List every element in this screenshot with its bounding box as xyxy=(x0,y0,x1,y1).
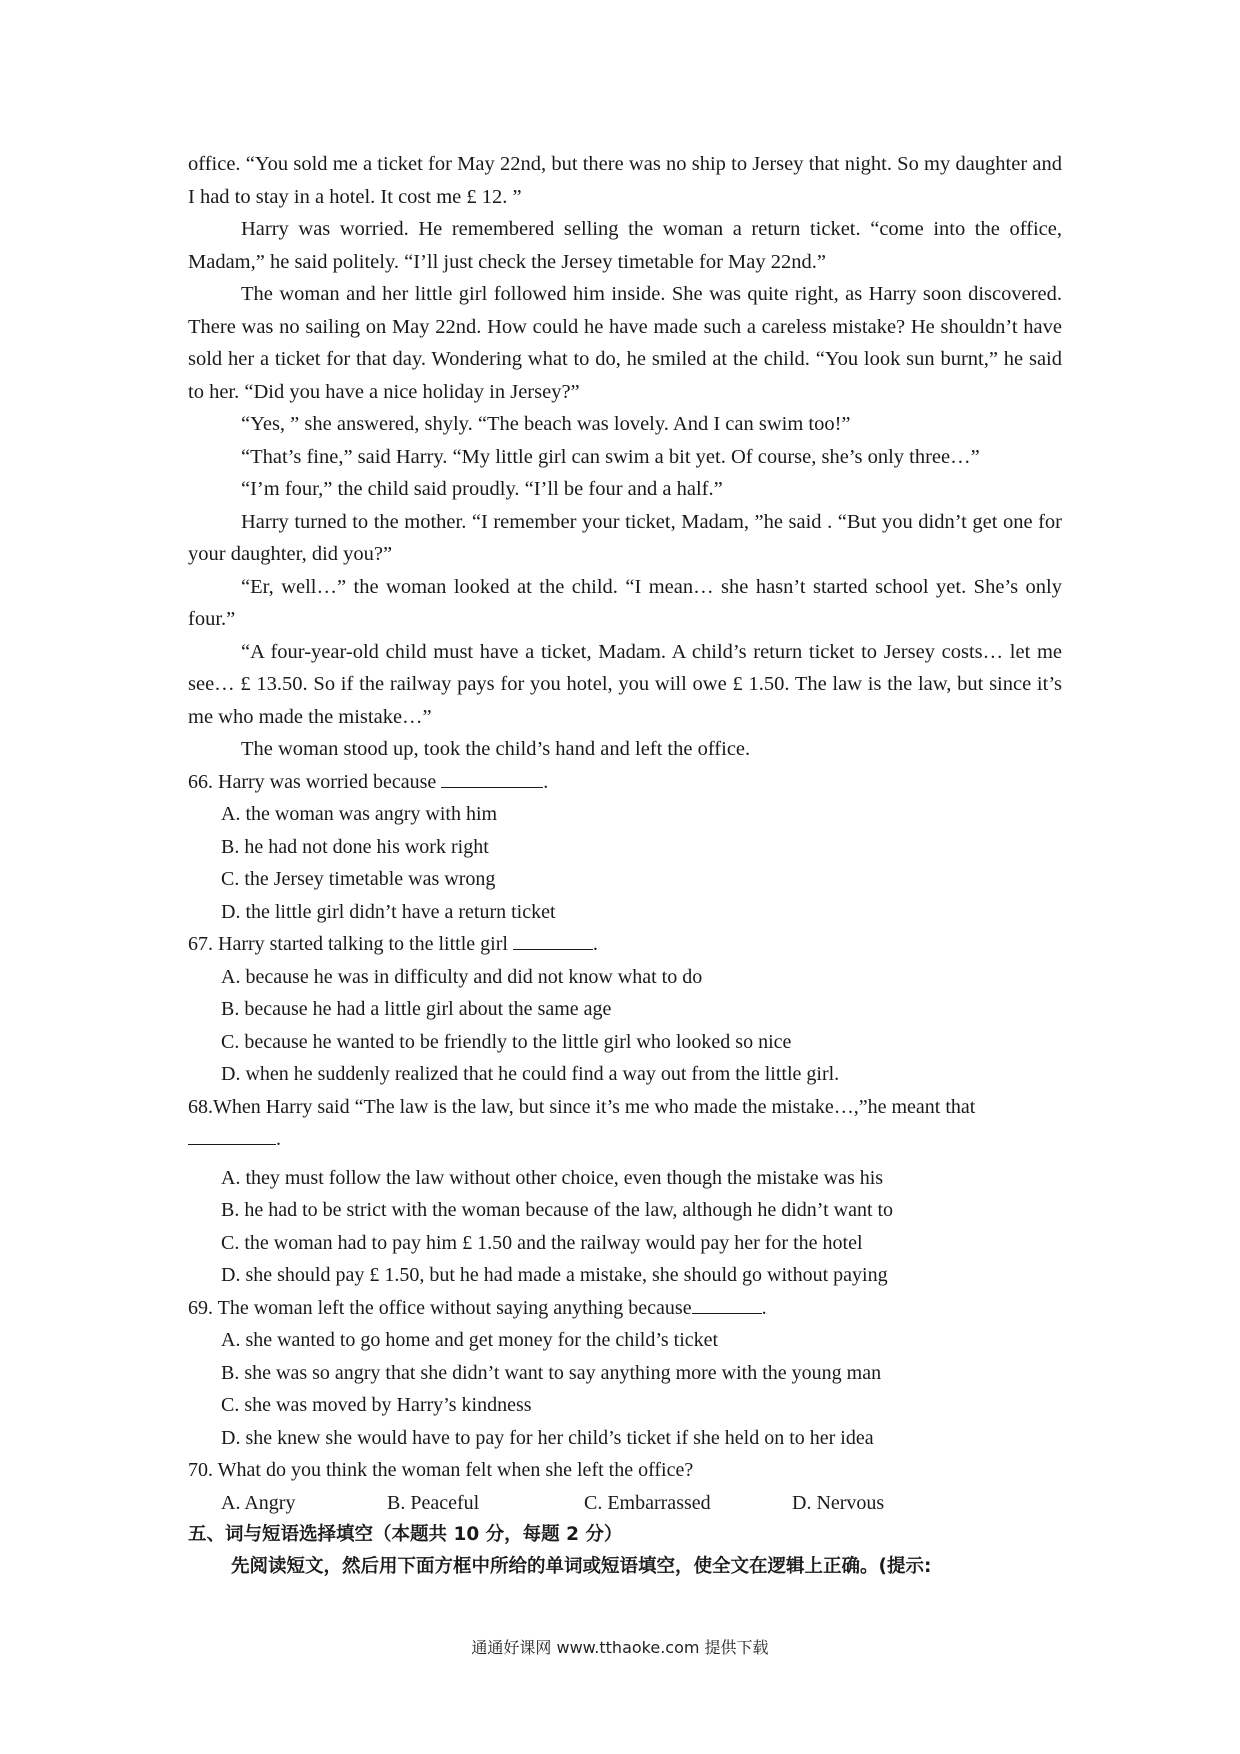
option-b: B. Peaceful xyxy=(387,1491,480,1514)
question-67 xyxy=(188,928,1062,1091)
question-stem: 67. Harry started talking to the little girl . xyxy=(188,933,598,955)
question-70 xyxy=(188,1454,1062,1519)
passage-paragraph: office. “You sold me a ticket for May 22nd, but there was no ship to Jersey that night. So my daughter and I had to stay in a hotel. It cost me £ 12. ” xyxy=(188,153,1062,208)
answer-blank xyxy=(188,1126,276,1145)
option-b: B. he had to be strict with the woman because of the law, although he didn’t want to xyxy=(221,1199,894,1221)
options-row xyxy=(188,1487,1062,1520)
reading-passage xyxy=(188,148,1062,766)
option-d: D. she knew she would have to pay for her child’s ticket if she held on to her idea xyxy=(221,1426,874,1449)
section-5 xyxy=(188,1519,1062,1583)
option-c: C. she was moved by Harry’s kindness xyxy=(221,1394,532,1416)
option-c: C. the Jersey timetable was wrong xyxy=(221,868,496,890)
passage-paragraph: The woman stood up, took the child’s hand and left the office. xyxy=(241,738,751,760)
option-a: A. they must follow the law without other choice, even though the mistake was his xyxy=(221,1166,884,1189)
passage-paragraph: Harry turned to the mother. “I remember your ticket, Madam, ”he said . “But you didn’t get one for your daughter, did you?” xyxy=(188,510,1062,565)
passage-paragraph: “I’m four,” the child said proudly. “I’ll be four and a half.” xyxy=(241,478,723,500)
answer-blank xyxy=(692,1295,762,1314)
option-b: B. he had not done his work right xyxy=(221,835,489,858)
page-body xyxy=(188,148,1062,1583)
option-c: C. Embarrassed xyxy=(584,1491,711,1514)
question-66 xyxy=(188,766,1062,929)
question-stem: 66. Harry was worried because . xyxy=(188,770,549,793)
option-d: D. the little girl didn’t have a return ticket xyxy=(221,900,556,923)
option-a: A. Angry xyxy=(221,1491,296,1514)
question-stem: 69. The woman left the office without saying anything because . xyxy=(188,1296,767,1319)
question-stem: 70. What do you think the woman felt when she left the office? xyxy=(188,1459,694,1481)
answer-blank xyxy=(513,931,593,950)
option-d: D. when he suddenly realized that he could find a way out from the little girl. xyxy=(221,1063,840,1085)
option-a: A. she wanted to go home and get money for the child’s ticket xyxy=(221,1329,719,1351)
passage-paragraph: The woman and her little girl followed him inside. She was quite right, as Harry soon discovered. There was no sailing on May 22nd. How could he have made such a careless mistake? He shouldn’t have sold her a ticket for that day. Wondering what to do, he smiled at the child. “You look sun burnt,” he said to her. “Did you have a nice holiday in Jersey?” xyxy=(188,283,1062,403)
question-68 xyxy=(188,1091,1062,1292)
option-d: D. Nervous xyxy=(792,1491,885,1514)
option-a: A. because he was in difficulty and did not know what to do xyxy=(221,965,703,988)
option-c: C. because he wanted to be friendly to the little girl who looked so nice xyxy=(221,1030,792,1053)
option-a: A. the woman was angry with him xyxy=(221,803,498,825)
answer-blank xyxy=(441,769,543,788)
passage-paragraph: Harry was worried. He remembered selling the woman a return ticket. “come into the office, Madam,” he said politely. “I’ll just check the Jersey timetable for May 22nd.” xyxy=(188,218,1062,273)
option-c: C. the woman had to pay him £ 1.50 and the railway would pay her for the hotel xyxy=(221,1231,863,1254)
passage-paragraph: “Yes, ” she answered, shyly. “The beach was lovely. And I can swim too!” xyxy=(241,413,851,435)
answer-blank-row: . xyxy=(188,1123,1062,1156)
option-d: D. she should pay £ 1.50, but he had made a mistake, she should go without paying xyxy=(221,1264,888,1286)
page-footer: 通通好课网 www.tthaoke.com 提供下载 xyxy=(471,1638,769,1657)
question-69 xyxy=(188,1292,1062,1455)
option-b: B. because he had a little girl about the same age xyxy=(221,998,612,1020)
option-b: B. she was so angry that she didn’t want to say anything more with the young man xyxy=(221,1361,882,1384)
passage-paragraph: “Er, well…” the woman looked at the child. “I mean… she hasn’t started school yet. She’s only four.” xyxy=(188,575,1062,630)
question-stem: 68.When Harry said “The law is the law, but since it’s me who made the mistake…,”he meant that xyxy=(188,1095,976,1118)
passage-paragraph: “A four-year-old child must have a ticket, Madam. A child’s return ticket to Jersey costs… let me see… £ 13.50. So if the railway pays for you hotel, you will owe £ 1.50. The law is the law, but since it’s me who made the mistake…” xyxy=(188,640,1062,728)
passage-paragraph: “That’s fine,” said Harry. “My little girl can swim a bit yet. Of course, she’s only three…” xyxy=(241,445,980,468)
section-title: 五、词与短语选择填空（本题共 10 分，每题 2 分） xyxy=(188,1524,623,1545)
section-instruction: 先阅读短文，然后用下面方框中所给的单词或短语填空，使全文在逻辑上正确。(提示: xyxy=(231,1556,932,1577)
